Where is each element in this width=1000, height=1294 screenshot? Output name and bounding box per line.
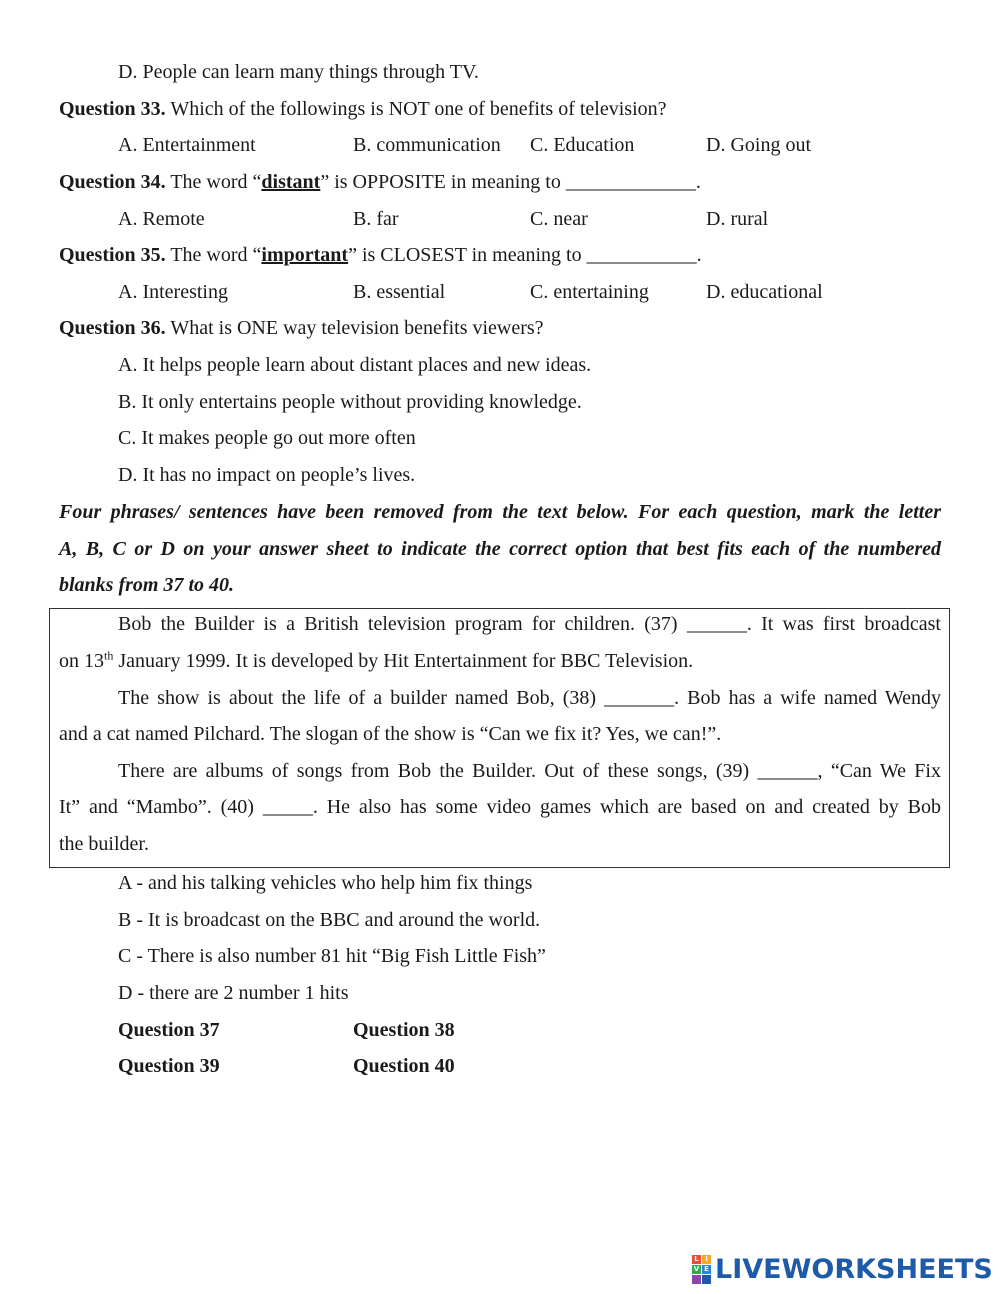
question-36 xyxy=(59,316,544,340)
question-34-label: Question 34. xyxy=(59,171,166,193)
q35-option-d[interactable]: D. educational xyxy=(706,281,823,303)
passage-p1-line2 xyxy=(59,649,941,673)
question-36-label: Question 36. xyxy=(59,317,166,339)
question-33-text: Which of the followings is NOT one of benefits of television? xyxy=(165,98,667,120)
logo-square-4: E xyxy=(702,1265,711,1274)
question-33 xyxy=(59,97,667,121)
choice-c: C - There is also number 81 hit “Big Fish Little Fish” xyxy=(118,945,546,967)
q35-option-a[interactable]: A. Interesting xyxy=(118,281,228,303)
question-34 xyxy=(59,170,701,194)
instruction-line-3: blanks from 37 to 40. xyxy=(59,574,235,596)
choice-b: B - It is broadcast on the BBC and around the world. xyxy=(118,909,541,931)
q34-option-c[interactable]: C. near xyxy=(530,208,588,230)
question-36-text: What is ONE way television benefits viewers? xyxy=(165,317,544,339)
logo-square-5 xyxy=(692,1275,701,1284)
question-35 xyxy=(59,243,702,267)
question-35-word: important xyxy=(261,244,349,266)
answer-question-38[interactable]: Question 38 xyxy=(353,1019,455,1041)
q34-option-b[interactable]: B. far xyxy=(353,208,399,230)
logo-square-3: V xyxy=(693,1264,700,1273)
instruction-line-2: A, B, C or D on your answer sheet to indicate the correct option that best fits each of the numbered xyxy=(59,538,941,560)
logo-text: LIVEWORKSHEETS xyxy=(715,1253,993,1285)
q33-option-d[interactable]: D. Going out xyxy=(706,134,811,156)
passage-p3-line2: It” and “Mambo”. (40) _____. He also has some video games which are based on and created by Bob xyxy=(59,796,941,818)
question-35-label: Question 35. xyxy=(59,244,166,266)
question-34-word: distant xyxy=(261,171,321,193)
passage-p3-line3: the builder. xyxy=(59,833,149,855)
liveworksheets-logo[interactable] xyxy=(692,1252,993,1286)
choice-d: D - there are 2 number 1 hits xyxy=(118,982,349,1004)
q34-option-a[interactable]: A. Remote xyxy=(118,208,205,230)
q36-option-a[interactable]: A. It helps people learn about distant places and new ideas. xyxy=(118,354,592,376)
passage-p1-line1: Bob the Builder is a British television program for children. (37) ______. It was first broadcast xyxy=(118,613,941,635)
question-34-pre: The word “ xyxy=(165,171,262,193)
q35-option-c[interactable]: C. entertaining xyxy=(530,281,649,303)
q35-option-b[interactable]: B. essential xyxy=(353,281,446,303)
question-34-post: ” is OPPOSITE in meaning to _____________. xyxy=(320,171,701,193)
answer-question-40[interactable]: Question 40 xyxy=(353,1055,455,1077)
passage-p1-line2-post: January 1999. It is developed by Hit Entertainment for BBC Television. xyxy=(113,650,694,672)
q33-option-b[interactable]: B. communication xyxy=(353,134,501,156)
q36-option-c[interactable]: C. It makes people go out more often xyxy=(118,427,416,449)
q36-option-d[interactable]: D. It has no impact on people’s lives. xyxy=(118,464,416,486)
answer-question-37[interactable]: Question 37 xyxy=(118,1019,220,1041)
question-33-label: Question 33. xyxy=(59,98,166,120)
passage-p1-line2-sup: th xyxy=(104,648,114,663)
logo-squares-icon xyxy=(692,1255,711,1284)
question-35-pre: The word “ xyxy=(165,244,262,266)
logo-square-2: I xyxy=(702,1255,711,1264)
q33-option-a[interactable]: A. Entertainment xyxy=(118,134,256,156)
q34-option-d[interactable]: D. rural xyxy=(706,208,769,230)
passage-p2-line2: and a cat named Pilchard. The slogan of the show is “Can we fix it? Yes, we can!”. xyxy=(59,723,722,745)
q32-option-d: D. People can learn many things through TV. xyxy=(118,61,479,83)
passage-p3-line1: There are albums of songs from Bob the Builder. Out of these songs, (39) ______, “Can We Fix xyxy=(118,760,941,782)
passage-p2-line1: The show is about the life of a builder named Bob, (38) _______. Bob has a wife named Wendy xyxy=(118,687,941,709)
logo-square-1: L xyxy=(692,1255,701,1264)
instruction-line-1: Four phrases/ sentences have been removed from the text below. For each question, mark the letter xyxy=(59,501,941,523)
logo-square-6 xyxy=(702,1275,711,1284)
question-35-post: ” is CLOSEST in meaning to ___________. xyxy=(348,244,702,266)
q33-option-c[interactable]: C. Education xyxy=(530,134,635,156)
answer-question-39[interactable]: Question 39 xyxy=(118,1055,220,1077)
passage-p1-line2-pre: on 13 xyxy=(59,650,104,672)
q36-option-b[interactable]: B. It only entertains people without providing knowledge. xyxy=(118,391,582,413)
choice-a: A - and his talking vehicles who help him fix things xyxy=(118,872,533,894)
